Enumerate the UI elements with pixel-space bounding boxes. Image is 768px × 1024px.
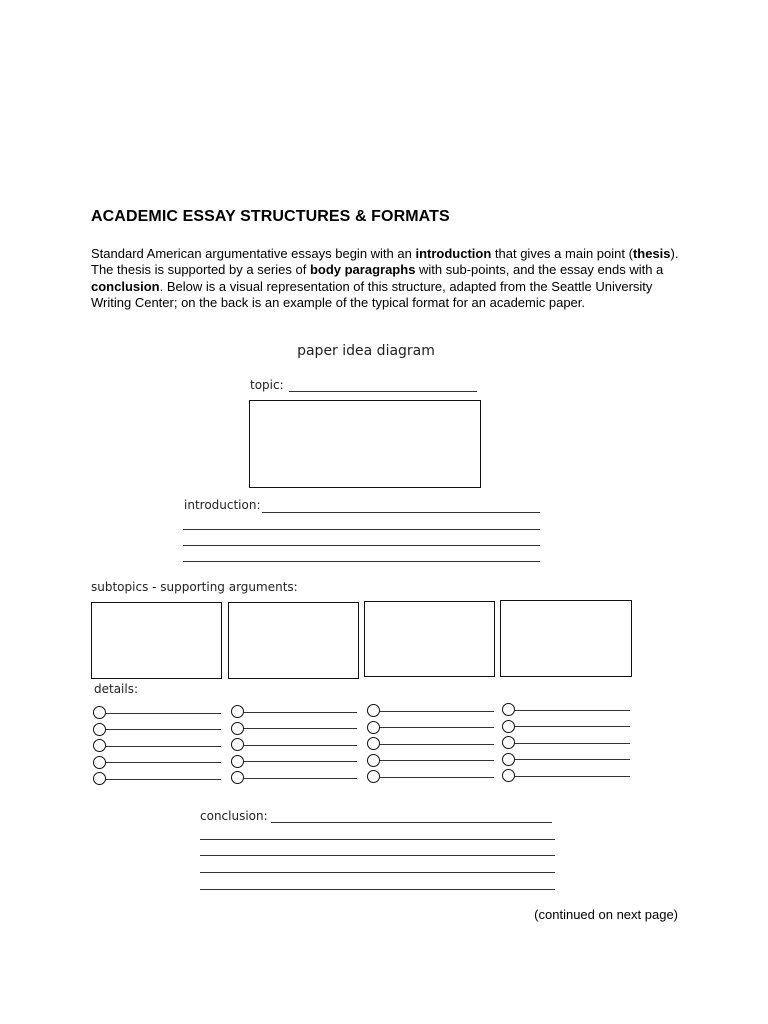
detail-line <box>380 727 494 728</box>
subtopic-box-1 <box>91 602 222 679</box>
detail-line <box>244 745 357 746</box>
detail-line <box>380 744 494 745</box>
subtopics-label: subtopics - supporting arguments: <box>91 580 298 594</box>
detail-bullet-icon <box>367 770 380 783</box>
detail-bullet-icon <box>502 736 515 749</box>
paragraph-text: Standard American argumentative essays begin with an <box>91 246 416 261</box>
intro-paragraph <box>91 246 681 311</box>
paragraph-text: with sub-points, and the essay ends with a <box>415 262 664 278</box>
detail-bullet-icon <box>93 772 106 785</box>
continued-note: (continued on next page) <box>534 907 678 922</box>
conclusion-label: conclusion: <box>200 809 268 823</box>
page-title: ACADEMIC ESSAY STRUCTURES & FORMATS <box>91 208 450 225</box>
detail-line <box>515 759 630 760</box>
detail-line <box>515 726 630 727</box>
detail-line <box>380 777 494 778</box>
detail-line <box>515 710 630 711</box>
detail-line <box>106 729 221 730</box>
detail-bullet-icon <box>231 705 244 718</box>
detail-bullet-icon <box>231 738 244 751</box>
detail-line <box>380 760 494 761</box>
introduction-line-1 <box>262 512 540 513</box>
conclusion-line-3 <box>200 855 555 856</box>
bold-term: body paragraphs <box>309 262 416 278</box>
subtopic-box-4 <box>500 600 632 677</box>
topic-label: topic: <box>250 378 284 392</box>
detail-bullet-icon <box>93 739 106 752</box>
detail-line <box>106 762 221 763</box>
topic-box <box>249 400 481 488</box>
details-label: details: <box>94 682 139 696</box>
detail-line <box>106 779 221 780</box>
detail-line <box>515 743 630 744</box>
paragraph-text: ). The thesis is supported by a series of <box>91 246 679 278</box>
detail-line <box>244 712 357 713</box>
detail-bullet-icon <box>367 737 380 750</box>
bold-term: introduction <box>415 246 492 261</box>
conclusion-line-4 <box>200 872 555 873</box>
detail-bullet-icon <box>231 722 244 735</box>
detail-line <box>380 711 494 712</box>
detail-bullet-icon <box>93 706 106 719</box>
detail-bullet-icon <box>502 769 515 782</box>
detail-line <box>106 746 221 747</box>
paragraph-text: . Below is a visual representation of this structure, adapted from the Seattle University Writing Center; on the back is an example of the typical format for an academic paper. <box>91 278 653 310</box>
paragraph-text: that gives a main point ( <box>491 246 633 261</box>
subtopic-box-2 <box>228 602 359 679</box>
detail-line <box>106 713 221 714</box>
introduction-line-2 <box>183 529 540 530</box>
detail-bullet-icon <box>93 756 106 769</box>
detail-bullet-icon <box>231 755 244 768</box>
detail-bullet-icon <box>367 754 380 767</box>
detail-bullet-icon <box>502 703 515 716</box>
introduction-line-3 <box>183 545 540 546</box>
detail-bullet-icon <box>231 771 244 784</box>
detail-line <box>244 778 357 779</box>
detail-line <box>244 761 357 762</box>
conclusion-line-1 <box>271 822 552 823</box>
detail-line <box>515 776 630 777</box>
detail-bullet-icon <box>367 704 380 717</box>
introduction-line-4 <box>183 561 540 562</box>
detail-bullet-icon <box>367 721 380 734</box>
subtopic-box-3 <box>364 601 495 677</box>
bold-term: conclusion <box>91 278 160 294</box>
detail-line <box>244 728 357 729</box>
bold-term: thesis <box>632 246 671 261</box>
topic-line <box>289 391 477 392</box>
detail-bullet-icon <box>502 753 515 766</box>
detail-bullet-icon <box>93 723 106 736</box>
introduction-label: introduction: <box>184 498 261 512</box>
diagram-title: paper idea diagram <box>297 343 435 359</box>
detail-bullet-icon <box>502 720 515 733</box>
conclusion-line-2 <box>200 839 555 840</box>
conclusion-line-5 <box>200 889 555 890</box>
